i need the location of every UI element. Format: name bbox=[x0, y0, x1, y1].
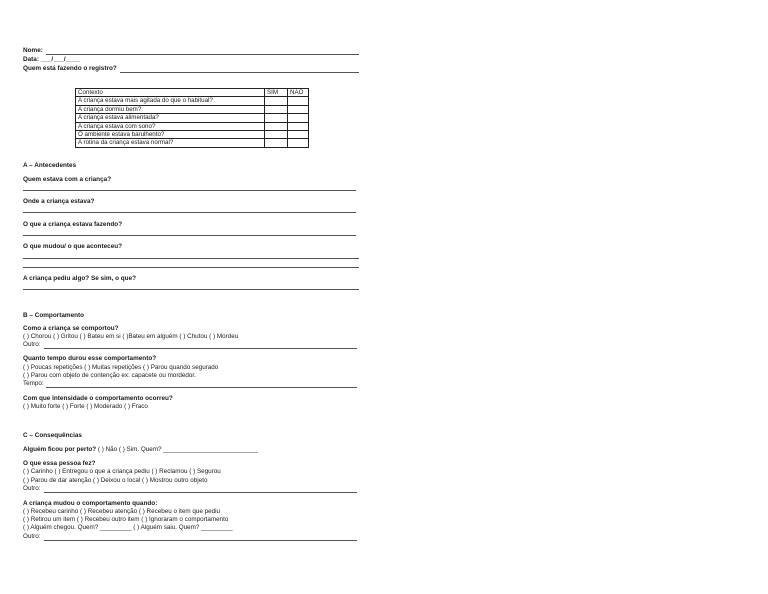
table-cell-nao[interactable] bbox=[288, 122, 309, 130]
change-options-1[interactable]: ( ) Recebeu carinho ( ) Recebeu atenção ( ) Recebeu o item que pediu bbox=[23, 508, 221, 515]
answer-line[interactable] bbox=[23, 289, 359, 290]
table-header-sim: SIM bbox=[265, 89, 288, 97]
table-cell-sim[interactable] bbox=[265, 97, 288, 105]
behavior-other-label: Outro: bbox=[23, 341, 41, 348]
answer-line[interactable] bbox=[23, 258, 359, 259]
recorder-label: Quem está fazendo o registro? bbox=[23, 65, 117, 72]
answer-line[interactable] bbox=[23, 267, 359, 268]
change-other-line[interactable] bbox=[44, 540, 357, 541]
table-cell-question: O ambiente estava barulhento? bbox=[76, 131, 265, 139]
table-header-row bbox=[76, 89, 309, 97]
table-row bbox=[76, 105, 309, 113]
answer-line[interactable] bbox=[23, 212, 356, 213]
change-options-2[interactable]: ( ) Retirou um item ( ) Recebeu outro item ( ) Ignoraram o comportamento bbox=[23, 516, 229, 523]
section-b-title: B – Comportamento bbox=[23, 312, 85, 319]
table-row bbox=[76, 114, 309, 122]
table-cell-sim[interactable] bbox=[265, 122, 288, 130]
section-c-question-2: O que essa pessoa fez? bbox=[23, 460, 96, 467]
section-a-title: A – Antecedentes bbox=[23, 162, 77, 169]
table-row bbox=[76, 122, 309, 130]
table-cell-nao[interactable] bbox=[288, 105, 309, 113]
table-cell-question: A criança dormiu bem? bbox=[76, 105, 265, 113]
table-header-context: Contexto bbox=[76, 89, 265, 97]
table-cell-question: A rotina da criança estava normal? bbox=[76, 139, 265, 147]
section-a-question-5: A criança pediu algo? Se sim, o que? bbox=[23, 275, 137, 282]
date-label: Data: ___/___/____ bbox=[23, 56, 80, 63]
answer-line[interactable] bbox=[23, 235, 356, 236]
person-action-options-1[interactable]: ( ) Carinho ( ) Entregou o que a criança pediu ( ) Reclamou ( ) Segurou bbox=[23, 468, 221, 475]
section-b-question-3: Com que intensidade o comportamento ocorreu? bbox=[23, 395, 173, 402]
table-cell-sim[interactable] bbox=[265, 105, 288, 113]
section-c-question-3: A criança mudou o comportamento quando: bbox=[23, 500, 158, 507]
table-cell-question: A criança estava alimentada? bbox=[76, 114, 265, 122]
change-options-3[interactable]: ( ) Alguém chegou. Quem? _________ ( ) Alguém saiu. Quem? _________ bbox=[23, 524, 233, 531]
table-row bbox=[76, 131, 309, 139]
section-c-question-1: Alguém ficou por perto? bbox=[23, 446, 97, 453]
table-cell-nao[interactable] bbox=[288, 139, 309, 147]
table-cell-nao[interactable] bbox=[288, 131, 309, 139]
answer-line[interactable] bbox=[23, 190, 356, 191]
change-other-label: Outro: bbox=[23, 533, 41, 540]
person-action-other-label: Outro: bbox=[23, 485, 41, 492]
person-action-options-2[interactable]: ( ) Parou de dar atenção ( ) Deixou o local ( ) Mostrou outro objeto bbox=[23, 477, 208, 484]
section-a-question-3: O que a criança estava fazendo? bbox=[23, 221, 123, 228]
table-row bbox=[76, 97, 309, 105]
table-cell-sim[interactable] bbox=[265, 114, 288, 122]
behavior-other-line[interactable] bbox=[44, 348, 357, 349]
duration-options-1[interactable]: ( ) Poucas repetições ( ) Muitas repetições ( ) Parou quando segurado bbox=[23, 364, 219, 371]
table-cell-sim[interactable] bbox=[265, 131, 288, 139]
section-c-question-1-row bbox=[23, 446, 258, 454]
section-b-question-2: Quanto tempo durou esse comportamento? bbox=[23, 355, 157, 362]
table-cell-question: A criança estava mais agitada do que o habitual? bbox=[76, 97, 265, 105]
name-field-line[interactable] bbox=[46, 54, 359, 55]
duration-time-line[interactable] bbox=[46, 387, 357, 388]
person-action-other-line[interactable] bbox=[44, 492, 357, 493]
context-table bbox=[75, 88, 309, 148]
table-cell-sim[interactable] bbox=[265, 139, 288, 147]
table-cell-nao[interactable] bbox=[288, 97, 309, 105]
table-cell-question: A criança estava com sono? bbox=[76, 122, 265, 130]
intensity-options[interactable]: ( ) Muito forte ( ) Forte ( ) Moderado ( ) Fraco bbox=[23, 403, 148, 410]
table-cell-nao[interactable] bbox=[288, 114, 309, 122]
nearby-options[interactable]: ( ) Não ( ) Sim. Quem? ___________________________ bbox=[97, 446, 258, 453]
behavior-options[interactable]: ( ) Chorou ( ) Gritou ( ) Bateu em si ( )Bateu em alguém ( ) Chutou ( ) Mordeu bbox=[23, 333, 239, 340]
section-c-title: C – Consequências bbox=[23, 432, 82, 439]
duration-options-2[interactable]: ( ) Parou com objeto de contenção ex: capacete ou mordedor. bbox=[23, 372, 196, 379]
section-a-question-2: Onde a criança estava? bbox=[23, 198, 95, 205]
table-header-nao: NAO bbox=[288, 89, 309, 97]
section-a-question-1: Quem estava com a criança? bbox=[23, 176, 112, 183]
recorder-field-line[interactable] bbox=[120, 72, 359, 73]
table-row bbox=[76, 139, 309, 147]
section-b-question-1: Como a criança se comportou? bbox=[23, 325, 119, 332]
section-a-question-4: O que mudou/ o que aconteceu? bbox=[23, 243, 123, 250]
name-label: Nome: bbox=[23, 47, 43, 54]
duration-time-label: Tempo: bbox=[23, 380, 44, 387]
